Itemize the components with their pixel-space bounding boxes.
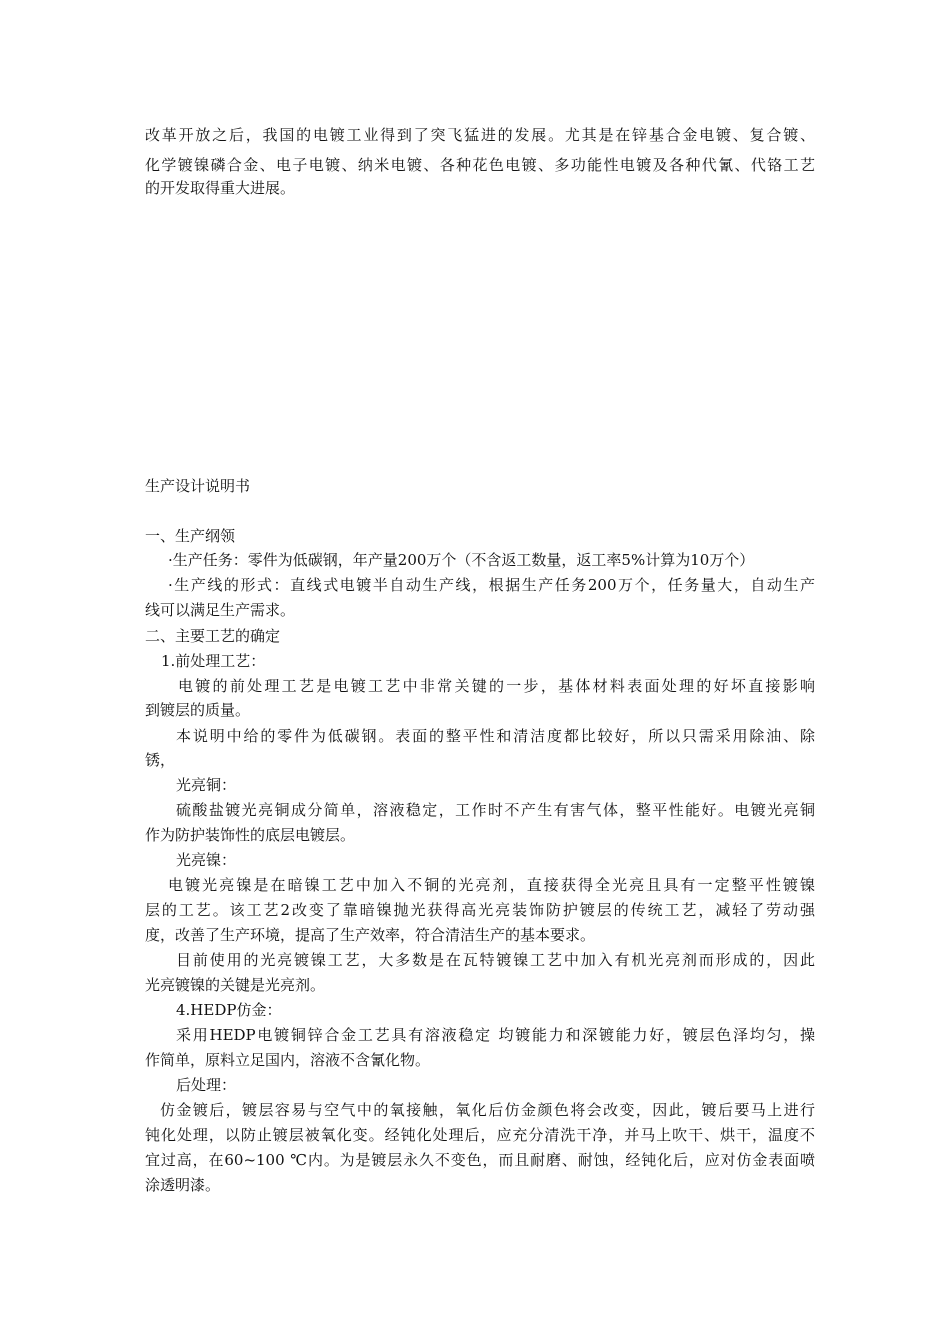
post-treatment-line-3: 宜过高，在60~100 ℃内。为是镀层永久不变色，而且耐磨、耐蚀，经钝化后，应对仿金表面喷 [145, 1151, 815, 1169]
bright-copper-heading: 光亮铜： [176, 776, 237, 794]
bright-nickel-heading: 光亮镍： [176, 851, 237, 869]
pretreatment-p1-line-1: 电镀的前处理工艺是电镀工艺中非常关键的一步，基体材料表面处理的好坏直接影响 [178, 677, 815, 695]
intro-line-1: 改革开放之后，我国的电镀工业得到了突飞猛进的发展。尤其是在锌基合金电镀、复合镀、 [145, 126, 815, 144]
section1-heading: 一、生产纲领 [145, 527, 236, 545]
pretreatment-heading: 1.前处理工艺： [161, 652, 266, 670]
hedp-line-2: 作简单，原料立足国内，溶液不含氰化物。 [145, 1051, 431, 1069]
pretreatment-p2-line-1: 本说明中给的零件为低碳钢。表面的整平性和清洁度都比较好，所以只需采用除油、除 [176, 727, 815, 745]
intro-line-2: 化学镀镍磷合金、电子电镀、纳米电镀、各种花色电镀、多功能性电镀及各种代氰、代铬工艺 [145, 156, 815, 174]
bright-nickel-p2-line-2: 光亮镀镍的关键是光亮剂。 [145, 976, 326, 994]
bright-nickel-p2-line-1: 目前使用的光亮镀镍工艺，大多数是在瓦特镀镍工艺中加入有机光亮剂而形成的，因此 [176, 951, 815, 969]
post-treatment-heading: 后处理： [176, 1076, 237, 1094]
document-title: 生产设计说明书 [145, 477, 251, 495]
production-task: ·生产任务：零件为低碳钢，年产量200万个（不含返工数量，返工率5%计算为10万个） [168, 551, 755, 569]
post-treatment-line-4: 涂透明漆。 [145, 1176, 221, 1194]
post-treatment-line-1: 仿金镀后，镀层容易与空气中的氧接触，氧化后仿金颜色将会改变，因此，镀后要马上进行 [160, 1101, 815, 1119]
bright-nickel-p1-line-2: 层的工艺。该工艺2改变了靠暗镍抛光获得高光亮装饰防护镀层的传统工艺，减轻了劳动强 [145, 901, 815, 919]
hedp-line-1: 采用HEDP电镀铜锌合金工艺具有溶液稳定 均镀能力和深镀能力好，镀层色泽均匀，操 [176, 1026, 815, 1044]
production-line-form-2: 线可以满足生产需求。 [145, 601, 296, 619]
bright-nickel-p1-line-1: 电镀光亮镍是在暗镍工艺中加入不铜的光亮剂，直接获得全光亮且具有一定整平性镀镍 [168, 876, 815, 894]
post-treatment-line-2: 钝化处理，以防止镀层被氧化变。经钝化处理后，应充分清洗干净，并马上吹干、烘干，温度不 [145, 1126, 815, 1144]
bright-nickel-p1-line-3: 度，改善了生产环境，提高了生产效率，符合清洁生产的基本要求。 [145, 926, 596, 944]
production-line-form-1: ·生产线的形式：直线式电镀半自动生产线，根据生产任务200万个，任务量大，自动生产 [168, 576, 815, 594]
pretreatment-p2-line-2: 锈， [145, 751, 176, 769]
intro-line-3: 的开发取得重大进展。 [145, 179, 296, 197]
bright-copper-line-2: 作为防护装饰性的底层电镀层。 [145, 826, 356, 844]
section2-heading: 二、主要工艺的确定 [145, 627, 281, 645]
hedp-heading: 4.HEDP仿金： [176, 1001, 282, 1019]
pretreatment-p1-line-2: 到镀层的质量。 [145, 701, 251, 719]
bright-copper-line-1: 硫酸盐镀光亮铜成分简单，溶液稳定，工作时不产生有害气体，整平性能好。电镀光亮铜 [176, 801, 815, 819]
